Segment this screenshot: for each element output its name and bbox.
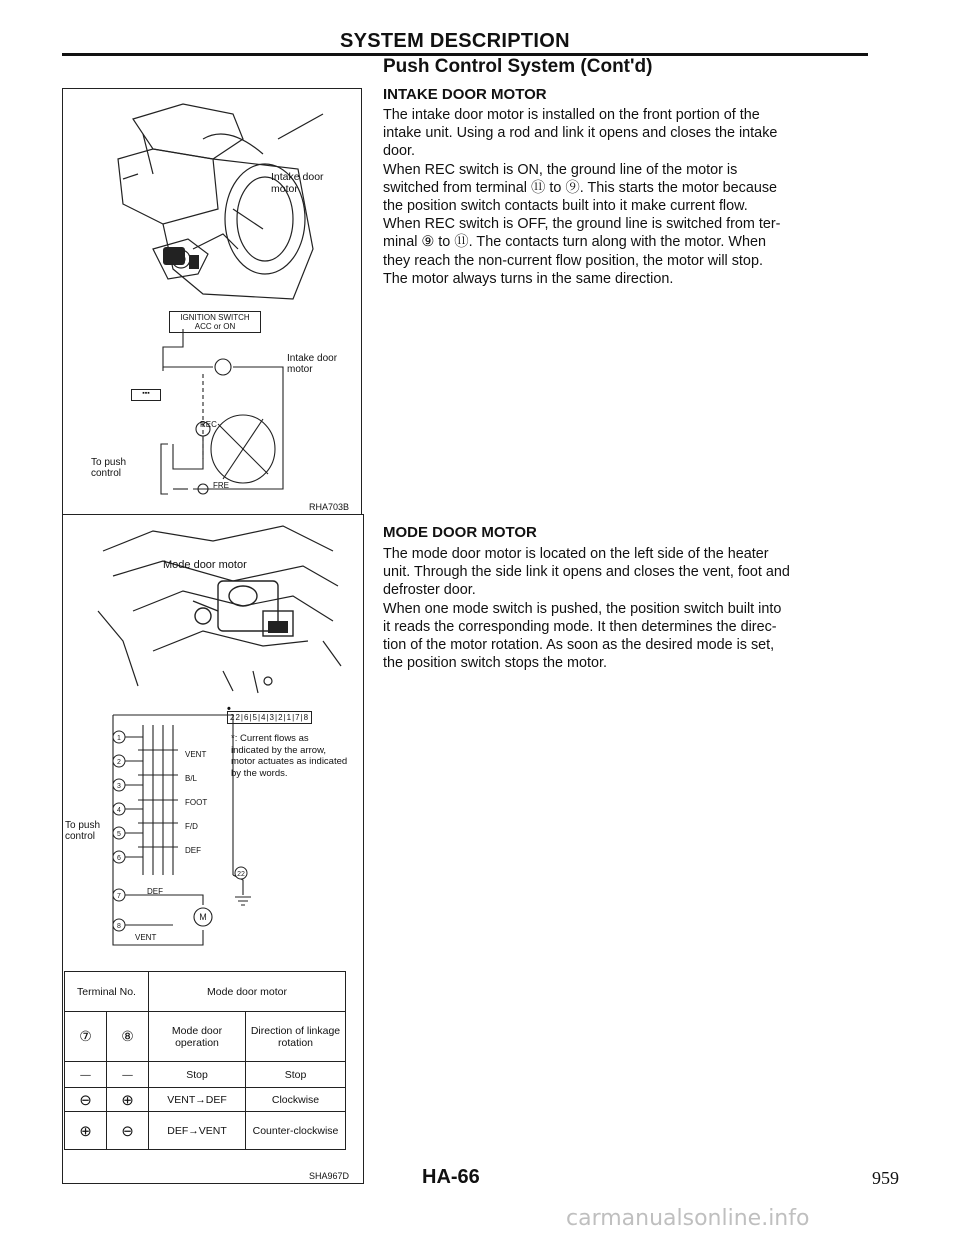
text-line: The mode door motor is located on the left side of the heater <box>383 546 769 562</box>
table-header-terminal-8: ⑧ <box>107 1012 149 1062</box>
mode-door-illustration <box>93 521 348 696</box>
table-cell: ⊕ <box>65 1112 107 1150</box>
fre-label: FRE <box>213 481 229 490</box>
mode-label-bl: B/L <box>185 774 198 783</box>
terminal-1: 1 <box>117 735 121 742</box>
table-header-direction: Direction of linkage rotation <box>246 1012 346 1062</box>
table-cell: — <box>65 1062 107 1088</box>
table-cell: Clockwise <box>246 1088 346 1112</box>
text-line: When REC switch is OFF, the ground line is switched from ter- <box>383 216 781 233</box>
table-cell: Counter-clockwise <box>246 1112 346 1150</box>
terminal-22: 22 <box>237 871 245 878</box>
mode-label-vent: VENT <box>185 750 207 759</box>
rec-label: REC <box>200 420 217 429</box>
mode-door-motor-table <box>64 971 346 1150</box>
table-row <box>65 1062 346 1088</box>
table-cell: VENT→DEF <box>149 1088 246 1112</box>
ignition-switch-label: IGNITION SWITCH ACC or ON <box>169 311 261 333</box>
text-line: When REC switch is ON, the ground line of the motor is <box>383 161 738 178</box>
intake-door-motor-title: INTAKE DOOR MOTOR <box>383 86 547 103</box>
terminal-4: 4 <box>117 807 121 814</box>
table-header-motor: Mode door motor <box>149 972 346 1012</box>
intake-door-motor-figure <box>62 88 362 515</box>
current-flow-note: *: Current flows as indicated by the arrow, motor actuates as indicated by the words. <box>231 733 348 779</box>
terminal-6: 6 <box>117 855 121 862</box>
text-line: it reads the corresponding mode. It then determines the direc- <box>383 618 777 635</box>
table-cell: Stop <box>246 1062 346 1088</box>
mode-label-fd: F/D <box>185 822 198 831</box>
terminal-3: 3 <box>117 783 121 790</box>
table-header-operation: Mode door operation <box>149 1012 246 1062</box>
terminal-7: 7 <box>117 893 121 900</box>
intake-door-motor-text <box>383 106 871 288</box>
terminal-8: 8 <box>117 923 121 930</box>
table-row <box>65 1088 346 1112</box>
to-push-control-label: To push control <box>65 820 101 842</box>
connector-marker-icon: • <box>227 703 231 715</box>
text-line: The intake door motor is installed on the front portion of the <box>383 107 760 123</box>
text-line: door. <box>383 143 416 160</box>
mode-label-def: DEF <box>185 846 201 855</box>
to-push-control-label: To push control <box>91 457 127 479</box>
table-row <box>65 1112 346 1150</box>
figure-code: SHA967D <box>309 1171 350 1181</box>
text-line: tion of the motor rotation. As soon as the desired mode is set, <box>383 637 775 654</box>
mode-door-motor-text <box>383 545 871 672</box>
figure-code: RHA703B <box>309 502 350 512</box>
terminal-5: 5 <box>117 831 121 838</box>
table-cell: ⊖ <box>65 1088 107 1112</box>
page-number: 959 <box>872 1168 899 1188</box>
table-header-terminal-7: ⑦ <box>65 1012 107 1062</box>
mode-door-motor-callout: Mode door motor <box>163 559 247 571</box>
mode-door-motor-title: MODE DOOR MOTOR <box>383 524 537 541</box>
connector-pinout: 22|6|5|4|3|2|1|7|8 <box>227 711 312 724</box>
text-line: The motor always turns in the same direction. <box>383 270 674 287</box>
intake-door-motor-callout: Intake door motor <box>271 171 324 195</box>
table-cell: DEF→VENT <box>149 1112 246 1150</box>
motor-vent-label: VENT <box>135 933 157 942</box>
table-cell: ⊖ <box>107 1112 149 1150</box>
intake-unit-illustration <box>93 99 343 304</box>
table-cell: — <box>107 1062 149 1088</box>
text-line: switched from terminal ⑪ to ⑨. This starts the motor because <box>383 179 778 196</box>
text-line: unit. Through the side link it opens and closes the vent, foot and <box>383 564 790 581</box>
terminal-2: 2 <box>117 759 121 766</box>
text-line: intake unit. Using a rod and link it opens and closes the intake <box>383 125 778 142</box>
watermark: carmanualsonline.info <box>566 1206 810 1231</box>
text-line: the position switch stops the motor. <box>383 655 607 672</box>
text-line: When one mode switch is pushed, the position switch built into <box>383 600 782 617</box>
page-header-title: SYSTEM DESCRIPTION <box>340 30 570 52</box>
text-line: minal ⑨ to ⑪. The contacts turn along with the motor. When <box>383 234 766 251</box>
connector-icon: ▪▪▪ <box>131 389 161 401</box>
text-line: they reach the non-current flow position, the motor will stop. <box>383 252 763 269</box>
intake-motor-circuit-label: Intake door motor <box>287 353 338 375</box>
text-line: the position switch contacts built into it make current flow. <box>383 198 748 215</box>
table-header-terminal: Terminal No. <box>65 972 149 1012</box>
mode-label-foot: FOOT <box>185 798 208 807</box>
mode-labels <box>185 743 207 863</box>
table-cell: ⊕ <box>107 1088 149 1112</box>
page-code: HA-66 <box>422 1166 480 1188</box>
motor-def-label: DEF <box>147 887 163 896</box>
section-title: Push Control System (Cont'd) <box>383 56 653 77</box>
text-line: defroster door. <box>383 582 476 599</box>
mode-door-motor-figure <box>62 514 364 1184</box>
motor-symbol: M <box>199 912 207 922</box>
table-cell: Stop <box>149 1062 246 1088</box>
